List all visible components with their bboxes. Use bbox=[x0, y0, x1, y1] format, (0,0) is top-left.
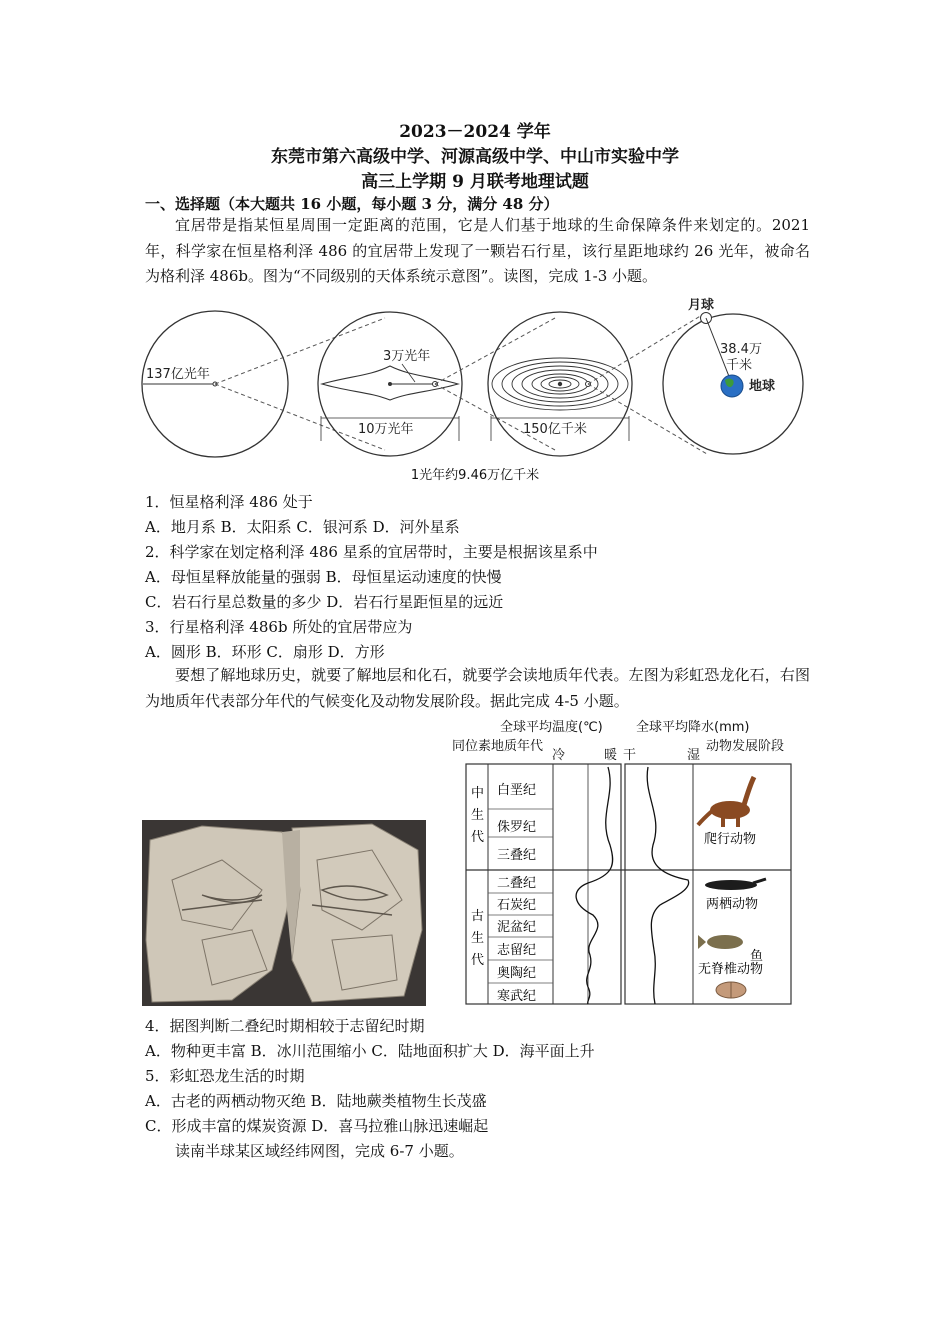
period-carboniferous: 石炭纪 bbox=[497, 898, 537, 913]
universe-size-label: 137亿光年 bbox=[146, 367, 210, 382]
paleozoic-char-1: 古 bbox=[471, 909, 485, 924]
fish-icon bbox=[698, 935, 743, 949]
stage-fish: 鱼 bbox=[750, 949, 764, 964]
galaxy-diameter-label: 10万光年 bbox=[358, 422, 414, 437]
period-jurassic: 侏罗纪 bbox=[497, 820, 537, 835]
exam-year: 2023－2024 学年 bbox=[399, 122, 551, 142]
animal-stage-header: 动物发展阶段 bbox=[706, 739, 785, 754]
period-permian: 二叠纪 bbox=[497, 876, 537, 891]
paleozoic-char-2: 生 bbox=[471, 931, 485, 946]
question-3-stem: 3．行星格利泽 486b 所处的宜居带应为 bbox=[145, 618, 413, 636]
period-ordovician: 奥陶纪 bbox=[497, 966, 537, 981]
warm-label: 暖 bbox=[604, 748, 618, 763]
question-5-options-ab: A．古老的两栖动物灭绝 B．陆地蕨类植物生长茂盛 bbox=[145, 1092, 487, 1110]
intro-paragraph-2: 要想了解地球历史，就要了解地层和化石，就要学会读地质年代表。左图为彩虹恐龙化石，右图为地质年代表部分年代的气候变化及动物发展阶段。据此完成 4-5 小题。 bbox=[145, 666, 810, 710]
temperature-header: 全球平均温度(℃) bbox=[500, 720, 603, 735]
question-5-options-cd: C．形成丰富的煤炭资源 D．喜马拉雅山脉迅速崛起 bbox=[145, 1117, 489, 1135]
question-4-options: A．物种更丰富 B．冰川范围缩小 C．陆地面积扩大 D．海平面上升 bbox=[145, 1042, 595, 1060]
amphibian-icon bbox=[705, 879, 766, 890]
precipitation-curve bbox=[647, 767, 688, 1004]
intro-paragraph-1: 宜居带是指某恒星周围一定距离的范围，它是人们基于地球的生命保障条件来划定的。2021 年，科学家在恒星格利泽 486 的宜居带上发现了一颗岩石行星，该行星距地球约 26 光年，被命名为格利泽 486b。图为“不同级别的天体系统示意图”。读图，完成 1-3 小题。 bbox=[145, 216, 810, 285]
question-4-stem: 4．据图判断二叠纪时期相较于志留纪时期 bbox=[145, 1017, 425, 1035]
earth-moon-distance-label: 38.4万 bbox=[720, 342, 762, 357]
cold-label: 冷 bbox=[552, 748, 566, 763]
school-names: 东莞市第六高级中学、河源高级中学、中山市实验中学 bbox=[271, 147, 679, 167]
question-2-options-cd: C．岩石行星总数量的多少 D．岩石行星距恒星的远近 bbox=[145, 593, 504, 611]
dinosaur-fossil-photo bbox=[142, 820, 426, 1006]
moon-label: 月球 bbox=[688, 298, 715, 313]
mesozoic-char-3: 代 bbox=[471, 830, 485, 845]
figure-1-caption: 1光年约9.46万亿千米 bbox=[410, 468, 540, 483]
wet-label: 湿 bbox=[687, 748, 701, 763]
stage-amphibians: 两栖动物 bbox=[706, 897, 759, 912]
question-2-stem: 2．科学家在划定格利泽 486 星系的宜居带时，主要是根据该星系中 bbox=[145, 543, 598, 561]
period-devonian: 泥盆纪 bbox=[497, 920, 537, 935]
age-header: 同位素地质年代 bbox=[452, 739, 544, 754]
section-title: 一、选择题（本大题共 16 小题，每小题 3 分，满分 48 分） bbox=[145, 195, 559, 213]
trilobite-icon bbox=[716, 982, 746, 998]
mesozoic-char-2: 生 bbox=[471, 808, 485, 823]
exam-title: 高三上学期 9 月联考地理试题 bbox=[361, 172, 589, 192]
question-3-options: A．圆形 B．环形 C．扇形 D．方形 bbox=[145, 643, 385, 661]
period-cretaceous: 白垩纪 bbox=[497, 783, 537, 798]
earth-label: 地球 bbox=[749, 379, 776, 394]
period-cambrian: 寒武纪 bbox=[497, 989, 537, 1004]
mesozoic-char-1: 中 bbox=[471, 786, 485, 801]
earth-moon-distance-unit: 千米 bbox=[726, 358, 753, 373]
question-5-stem: 5．彩虹恐龙生活的时期 bbox=[145, 1067, 305, 1085]
stage-reptiles: 爬行动物 bbox=[704, 832, 757, 847]
period-triassic: 三叠纪 bbox=[497, 848, 537, 863]
dinosaur-icon bbox=[698, 777, 754, 827]
question-2-options-ab: A．母恒星释放能量的强弱 B．母恒星运动速度的快慢 bbox=[145, 568, 502, 586]
stage-invertebrates: 无脊椎动物 bbox=[698, 962, 764, 977]
geologic-time-chart bbox=[448, 715, 796, 1007]
paleozoic-char-3: 代 bbox=[471, 953, 485, 968]
solar-system-diameter-label: 150亿千米 bbox=[523, 422, 587, 437]
galaxy-thickness-label: 3万光年 bbox=[383, 349, 431, 364]
dry-label: 干 bbox=[623, 748, 637, 763]
celestial-systems-figure bbox=[140, 296, 820, 486]
precipitation-header: 全球平均降水(mm) bbox=[636, 720, 750, 735]
question-1-options: A．地月系 B．太阳系 C．银河系 D．河外星系 bbox=[145, 518, 460, 536]
period-silurian: 志留纪 bbox=[497, 943, 537, 958]
temperature-curve bbox=[576, 767, 613, 1004]
question-1-stem: 1．恒星格利泽 486 处于 bbox=[145, 493, 313, 511]
intro-paragraph-3: 读南半球某区域经纬网图，完成 6-7 小题。 bbox=[175, 1142, 464, 1160]
